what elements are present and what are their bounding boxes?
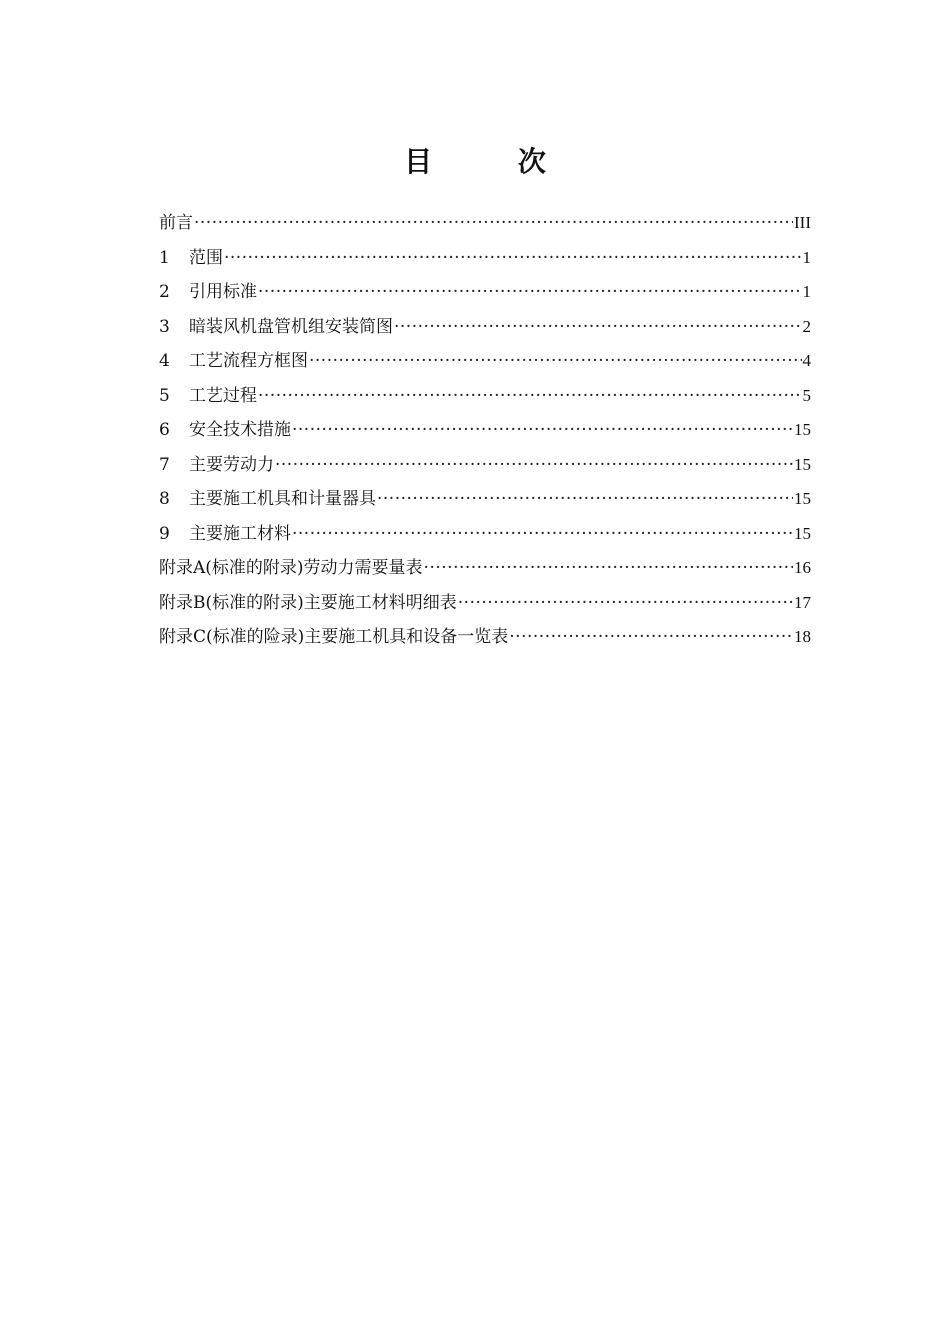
toc-page-number: 15 [794, 420, 811, 439]
toc-entry-5[interactable] [159, 379, 811, 414]
toc-dot-leader [292, 517, 793, 552]
toc-page-number: 2 [802, 316, 811, 336]
toc-entry-title: 前言 [159, 213, 193, 233]
toc-dot-leader [292, 413, 793, 448]
toc-page-number: 4 [802, 351, 811, 370]
toc-entry-1[interactable] [159, 241, 811, 276]
toc-entry-title: 附录B(标准的附录)主要施工材料明细表 [159, 592, 457, 613]
toc-entry-4[interactable] [159, 344, 811, 379]
toc-page-number: 15 [794, 523, 811, 543]
toc-entry-title: 暗装风机盘管机组安装简图 [189, 316, 393, 337]
toc-dot-leader [309, 344, 802, 379]
toc-entry-title: 工艺过程 [189, 385, 257, 406]
toc-entry-number: 5 [159, 385, 170, 406]
toc-entry-number: 6 [159, 420, 170, 440]
toc-entry-number: 4 [159, 351, 170, 371]
toc-dot-leader [394, 310, 802, 345]
toc-page-number: 15 [794, 489, 811, 508]
toc-entry-6[interactable] [159, 413, 811, 448]
toc-entry-2[interactable] [159, 275, 811, 310]
toc-dot-leader [258, 379, 802, 414]
toc-dot-leader [194, 206, 793, 241]
toc-entry-number: 1 [159, 247, 170, 268]
toc-entry-appendix-a[interactable] [159, 551, 811, 586]
toc-entry-title: 引用标准 [189, 282, 257, 302]
toc-entry-number: 3 [159, 316, 170, 337]
toc-page-number: 1 [802, 282, 811, 301]
toc-entry-title: 主要施工机具和计量器具 [189, 489, 376, 509]
toc-entry-title: 范围 [189, 247, 223, 268]
toc-page-number: 16 [794, 558, 811, 577]
toc-entry-number: 7 [159, 454, 170, 475]
table-of-contents [159, 206, 811, 655]
toc-page-number: 1 [802, 247, 811, 267]
toc-entry-8[interactable] [159, 482, 811, 517]
toc-entry-3[interactable] [159, 310, 811, 345]
toc-entry-foreword[interactable] [159, 206, 811, 241]
toc-dot-leader [377, 482, 793, 517]
toc-entry-number: 2 [159, 282, 170, 302]
toc-entry-title: 主要劳动力 [189, 454, 274, 475]
toc-entry-appendix-c[interactable] [159, 620, 811, 655]
page-title: 目 次 [404, 145, 584, 178]
toc-entry-7[interactable] [159, 448, 811, 483]
toc-entry-9[interactable] [159, 517, 811, 552]
toc-page-number: 15 [794, 454, 811, 474]
toc-dot-leader [424, 551, 793, 586]
toc-entry-title: 主要施工材料 [189, 523, 291, 544]
toc-dot-leader [275, 448, 793, 483]
toc-dot-leader [258, 275, 802, 310]
toc-page-number: 5 [802, 385, 811, 405]
toc-page-number: 18 [794, 627, 811, 646]
toc-page-number: III [794, 213, 811, 232]
toc-dot-leader [224, 241, 802, 276]
toc-entry-title: 工艺流程方框图 [189, 351, 308, 371]
toc-entry-number: 8 [159, 489, 170, 509]
toc-dot-leader [509, 620, 793, 655]
toc-page-number: 17 [794, 592, 811, 612]
toc-entry-title: 安全技术措施 [189, 420, 291, 440]
toc-entry-number: 9 [159, 523, 170, 544]
toc-dot-leader [458, 586, 793, 621]
toc-entry-title: 附录A(标准的附录)劳动力需要量表 [159, 558, 423, 578]
toc-entry-title: 附录C(标准的险录)主要施工机具和设备一览表 [159, 627, 509, 647]
toc-entry-appendix-b[interactable] [159, 586, 811, 621]
